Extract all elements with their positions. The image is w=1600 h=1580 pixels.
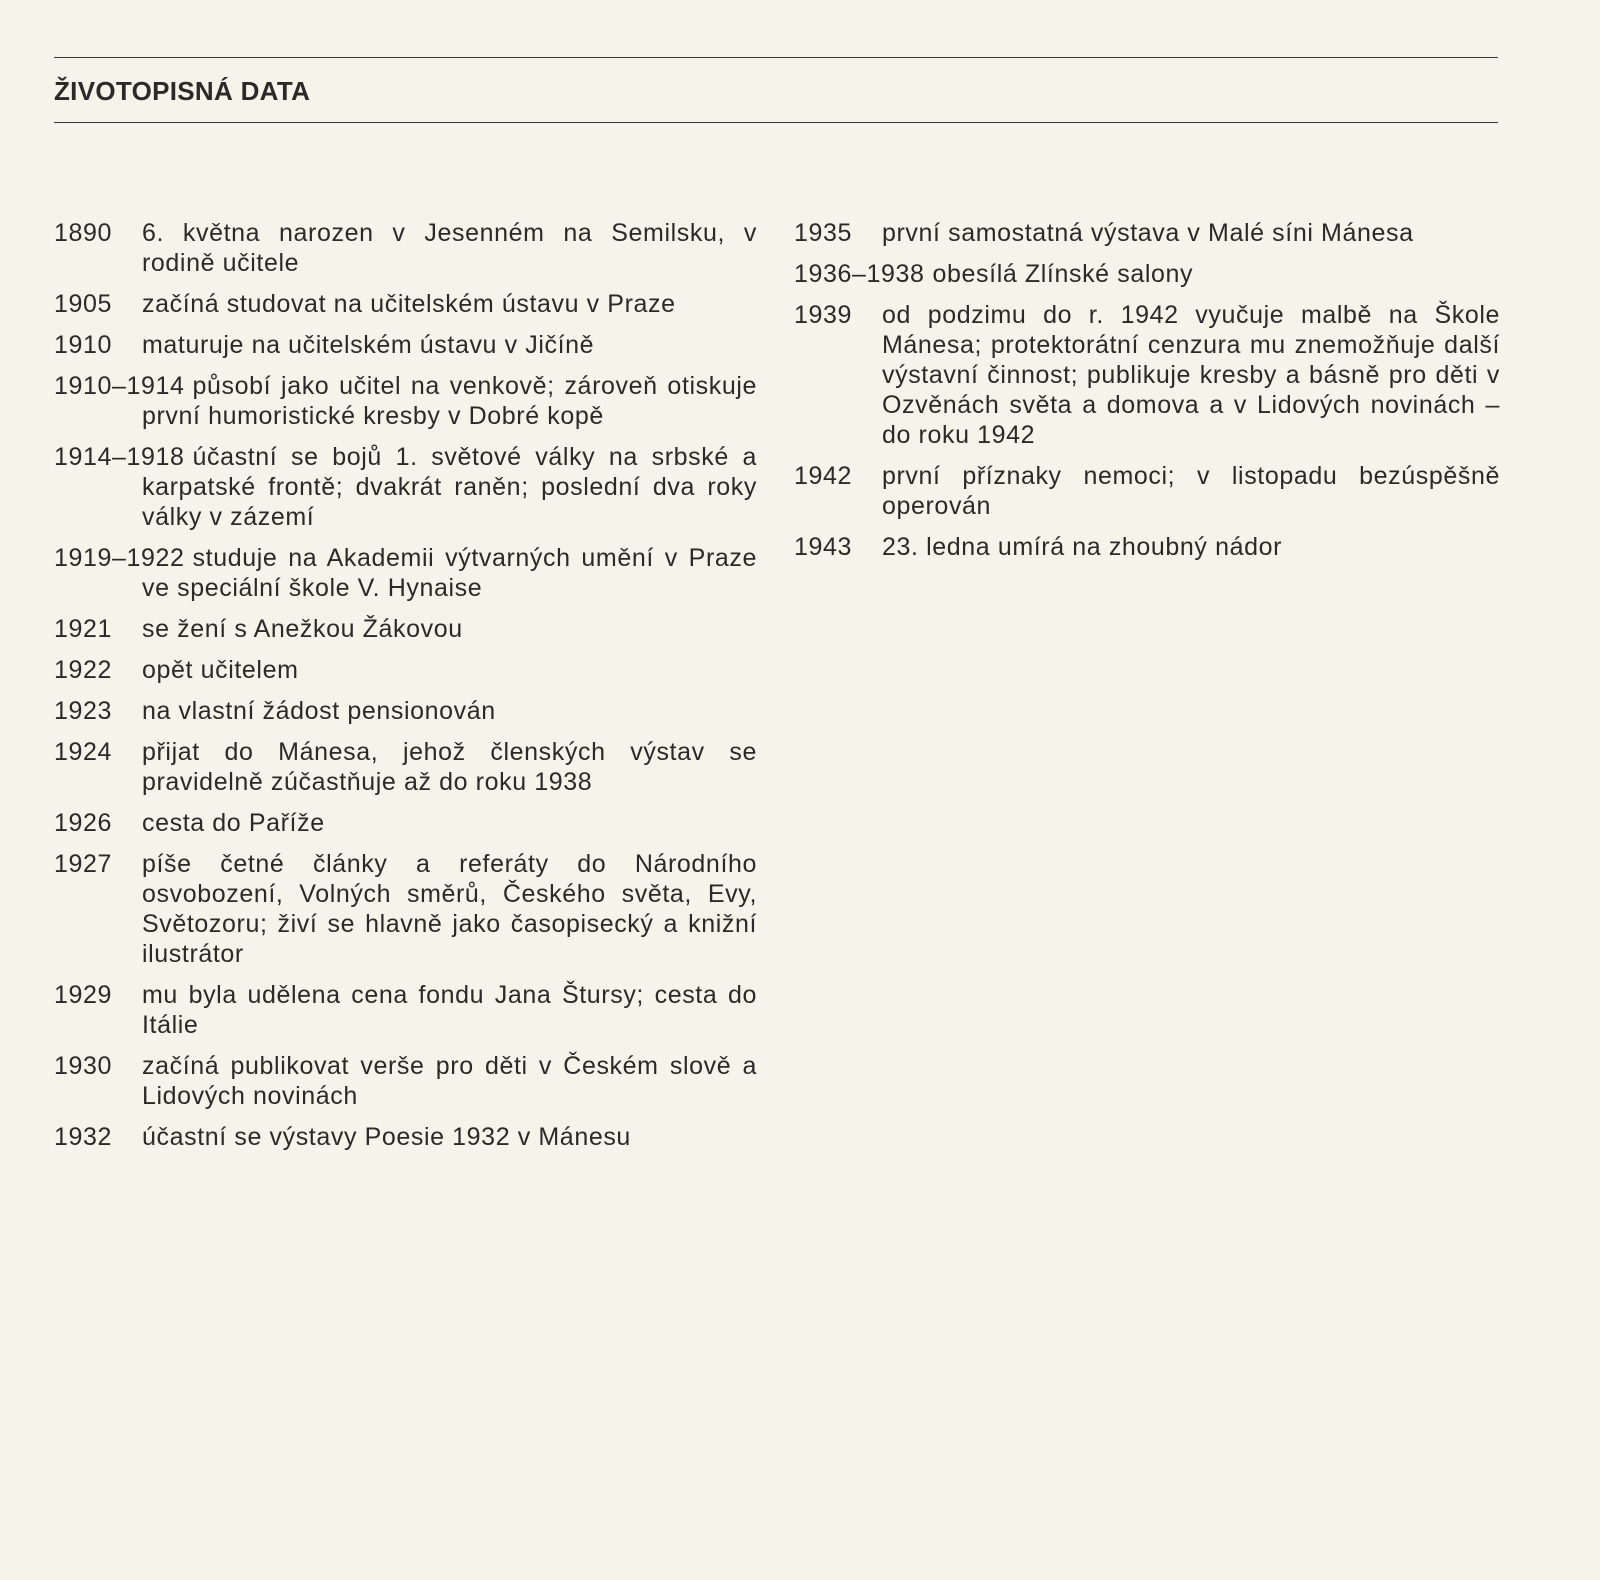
entry-text: maturuje na učitelském ústavu v Jičíně bbox=[142, 331, 595, 359]
entry-text: obesílá Zlínské salony bbox=[932, 260, 1194, 288]
entry-text: píše četné články a referáty do Národního osvobození, Volných směrů, Českého světa, Evy, Světozoru; živí se hlavně jako časopisecký a knižní ilustrátor bbox=[142, 850, 757, 968]
timeline-entry bbox=[54, 442, 757, 532]
timeline-entry bbox=[794, 300, 1500, 450]
entry-text: začíná publikovat verše pro děti v Českém slově a Lidových novinách bbox=[142, 1052, 757, 1110]
timeline-entry bbox=[54, 218, 757, 278]
entry-year: 1890 bbox=[54, 219, 113, 247]
entry-text: přijat do Mánesa, jehož členských výstav se pravidelně zúčastňuje až do roku 1938 bbox=[142, 738, 757, 796]
timeline-entry bbox=[794, 532, 1500, 562]
entry-year: 1942 bbox=[794, 462, 853, 490]
entry-year: 1910–1914 bbox=[54, 372, 185, 400]
timeline-entry bbox=[54, 980, 757, 1040]
timeline-entry bbox=[54, 289, 757, 319]
timeline-entry bbox=[54, 1051, 757, 1111]
timeline-right-column bbox=[794, 218, 1500, 573]
entry-year: 1936–1938 bbox=[794, 260, 925, 288]
timeline-entry bbox=[794, 461, 1500, 521]
entry-year: 1939 bbox=[794, 301, 853, 329]
entry-text: 23. ledna umírá na zhoubný nádor bbox=[882, 533, 1283, 561]
entry-text: účastní se výstavy Poesie 1932 v Mánesu bbox=[142, 1123, 631, 1151]
entry-year: 1927 bbox=[54, 850, 113, 878]
entry-text: účastní se bojů 1. světové války na srbské a karpatské frontě; dvakrát raněn; poslední dva roky války v zázemí bbox=[142, 443, 757, 531]
entry-year: 1922 bbox=[54, 656, 113, 684]
entry-text: opět učitelem bbox=[142, 656, 299, 684]
entry-year: 1921 bbox=[54, 615, 113, 643]
entry-year: 1926 bbox=[54, 809, 113, 837]
entry-year: 1914–1918 bbox=[54, 443, 185, 471]
page-title: ŽIVOTOPISNÁ DATA bbox=[54, 76, 311, 106]
entry-year: 1924 bbox=[54, 738, 113, 766]
timeline-entry bbox=[794, 259, 1500, 289]
entry-year: 1923 bbox=[54, 697, 113, 725]
entry-text: první samostatná výstava v Malé síni Mánesa bbox=[882, 219, 1414, 247]
entry-year: 1905 bbox=[54, 290, 113, 318]
top-rule bbox=[54, 57, 1498, 58]
timeline-entry bbox=[54, 1122, 757, 1152]
entry-text: první příznaky nemoci; v listopadu bezúspěšně operován bbox=[882, 462, 1500, 520]
entry-text: od podzimu do r. 1942 vyučuje malbě na Škole Mánesa; protektorátní cenzura mu znemožňuje další výstavní činnost; publikuje kresby a básně pro děti v Ozvěnách světa a domova a v Lidových novinách – do roku 1942 bbox=[882, 301, 1500, 449]
timeline-entry bbox=[54, 330, 757, 360]
entry-year: 1910 bbox=[54, 331, 113, 359]
timeline-entry bbox=[54, 614, 757, 644]
entry-year: 1932 bbox=[54, 1123, 113, 1151]
entry-text: působí jako učitel na venkově; zároveň otiskuje první humoristické kresby v Dobré kopě bbox=[142, 372, 757, 430]
entry-text: začíná studovat na učitelském ústavu v Praze bbox=[142, 290, 676, 318]
entry-year: 1919–1922 bbox=[54, 544, 185, 572]
timeline-entry bbox=[54, 543, 757, 603]
timeline-entry bbox=[54, 808, 757, 838]
timeline-left-column bbox=[54, 218, 757, 1163]
entry-year: 1943 bbox=[794, 533, 853, 561]
timeline-entry bbox=[54, 371, 757, 431]
entry-text: cesta do Paříže bbox=[142, 809, 325, 837]
entry-year: 1935 bbox=[794, 219, 853, 247]
entry-text: na vlastní žádost pensionován bbox=[142, 697, 496, 725]
timeline-entry bbox=[54, 849, 757, 969]
entry-text: se žení s Anežkou Žákovou bbox=[142, 615, 463, 643]
entry-text: mu byla udělena cena fondu Jana Štursy; cesta do Itálie bbox=[142, 981, 757, 1039]
entry-text: studuje na Akademii výtvarných umění v Praze ve speciální škole V. Hynaise bbox=[142, 544, 757, 602]
timeline-entry bbox=[794, 218, 1500, 248]
timeline-entry bbox=[54, 737, 757, 797]
entry-text: 6. května narozen v Jesenném na Semilsku, v rodině učitele bbox=[142, 219, 757, 277]
timeline-entry bbox=[54, 696, 757, 726]
entry-year: 1930 bbox=[54, 1052, 113, 1080]
header-bottom-rule bbox=[54, 122, 1498, 123]
timeline-entry bbox=[54, 655, 757, 685]
entry-year: 1929 bbox=[54, 981, 113, 1009]
